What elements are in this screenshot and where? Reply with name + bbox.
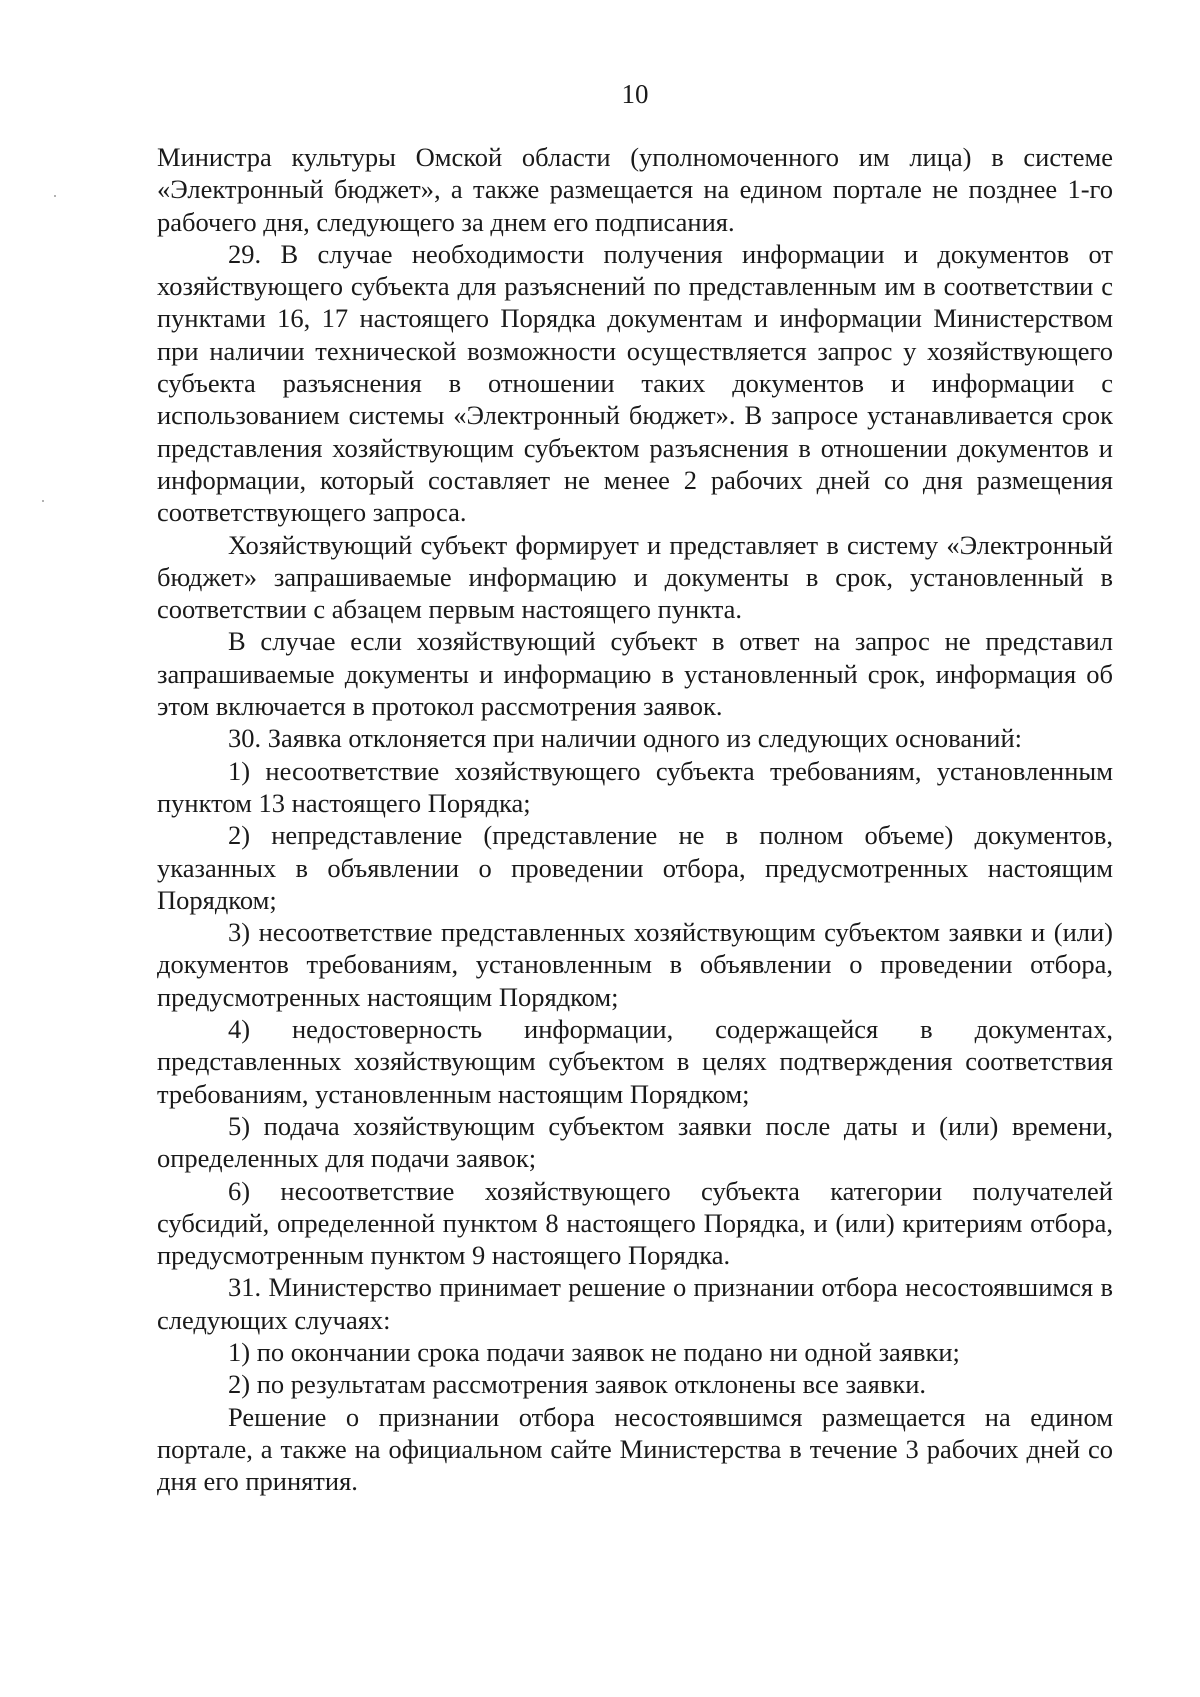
list-item-30-5: 5) подача хозяйствующим субъектом заявки после даты и (или) времени, определенных для подачи заявок; [157,1110,1113,1174]
list-item-30-6: 6) несоответствие хозяйствующего субъекта категории получателей субсидий, определенной пунктом 8 настоящего Порядка, и (или) критериям отбора, предусмотренным пунктом 9 настоящего Порядка. [157,1175,1113,1271]
scan-speck [54,195,56,197]
paragraph-continuation: Министра культуры Омской области (уполномоченного им лица) в системе «Электронный бюджет», а также размещается на едином портале не позднее 1-го рабочего дня, следующего за днем его подписания. [157,142,1113,237]
list-item-30-4: 4) недостоверность информации, содержащейся в документах, представленных хозяйствующим субъектом в целях подтверждения соответствия требованиям, установленным настоящим Порядком; [157,1014,1113,1109]
paragraph-clause-30: 30. Заявка отклоняется при наличии одного из следующих оснований: [228,723,1023,754]
list-item-30-1: 1) несоответствие хозяйствующего субъекта требованиям, установленным пунктом 13 настоящего Порядка; [157,755,1113,818]
list-item-30-3: 3) несоответствие представленных хозяйствующим субъектом заявки и (или) документов требованиям, установленным в объявлении о проведении отбора, предусмотренных настоящим Порядком; [157,917,1113,1012]
paragraph-clause-31-publication: Решение о признании отбора несостоявшимся размещается на едином портале, а также на официальном сайте Министерства в течение 3 рабочих дней со дня его принятия. [157,1401,1113,1497]
document-body [157,141,1113,1497]
page-number: 10 [621,79,649,109]
list-item-30-2: 2) непредставление (представление не в полном объеме) документов, указанных в объявлении о проведении отбора, предусмотренных настоящим Порядком; [157,820,1113,915]
list-item-31-1: 1) по окончании срока подачи заявок не подано ни одной заявки; [228,1336,960,1367]
paragraph-clause-29-no-response: В случае если хозяйствующий субъект в ответ на запрос не представил запрашиваемые документы и информацию в установленный срок, информация об этом включается в протокол рассмотрения заявок. [157,626,1113,722]
paragraph-clause-29-subject-response: Хозяйствующий субъект формирует и представляет в систему «Электронный бюджет» запрашиваемые информацию и документы в срок, установленный в соответствии с абзацем первым настоящего пункта. [157,529,1113,625]
scan-speck [42,500,44,502]
paragraph-clause-31: 31. Министерство принимает решение о признании отбора несостоявшимся в следующих случаях: [157,1272,1113,1335]
paragraph-clause-29: 29. В случае необходимости получения информации и документов от хозяйствующего субъекта для разъяснений по представленным им в соответствии с пунктами 16, 17 настоящего Порядка документам и информации Министерством при наличии технической возможности осуществляется запрос у хозяйствующего субъекта разъяснения в отношении таких документов и информации с использованием системы «Электронный бюджет». В запросе устанавливается срок представления хозяйствующим субъектом разъяснения в отношении документов и информации, который составляет не менее 2 рабочих дней со дня размещения соответствующего запроса. [157,238,1113,528]
list-item-31-2: 2) по результатам рассмотрения заявок отклонены все заявки. [228,1369,927,1400]
